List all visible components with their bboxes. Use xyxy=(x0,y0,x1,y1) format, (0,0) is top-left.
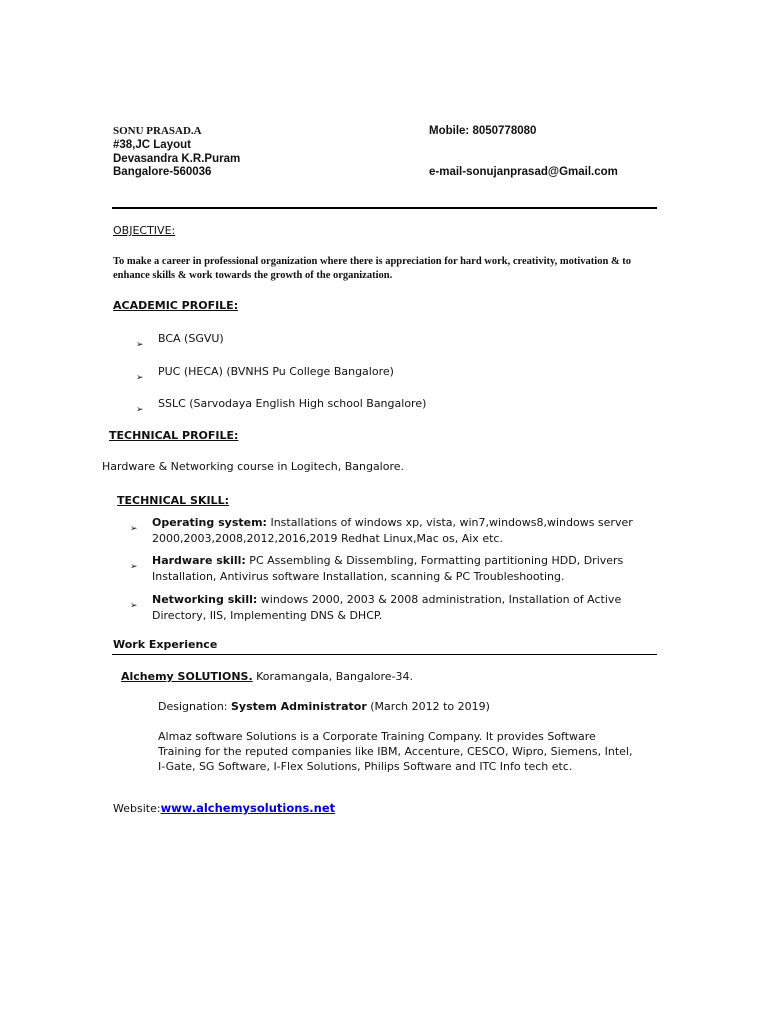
skill-label: Operating system: xyxy=(152,516,267,529)
skill-hardware xyxy=(152,553,662,585)
list-item xyxy=(136,365,144,384)
work-experience-divider xyxy=(112,654,657,655)
website-link[interactable]: www.alchemysolutions.net xyxy=(160,801,336,815)
website-label: Website: xyxy=(113,802,161,815)
designation-period: (March 2012 to 2019) xyxy=(366,700,490,713)
arrow-bullet-icon: ➢ xyxy=(136,340,144,350)
arrow-bullet-icon: ➢ xyxy=(136,405,144,415)
company-location: Koramangala, Bangalore-34. xyxy=(252,670,414,683)
company-name: Alchemy SOLUTIONS. xyxy=(121,670,253,683)
arrow-bullet-icon: ➢ xyxy=(136,373,144,383)
address-line-1: #38,JC Layout xyxy=(113,139,191,151)
arrow-bullet-icon: ➢ xyxy=(130,524,138,534)
company-line xyxy=(121,670,413,683)
skill-text: PC Assembling & Dissembling, Formatting partitioning HDD, Drivers Installation, Antivirus software Installation, scanning & PC Troubleshooting. xyxy=(152,554,624,583)
technical-profile-text: Hardware & Networking course in Logitech, Bangalore. xyxy=(102,460,405,473)
skill-text: Installations of windows xp, vista, win7,windows8,windows server 2000,2003,2008,2012,2016,2019 Redhat Linux,Mac os, Aix etc. xyxy=(152,516,633,545)
header-divider xyxy=(112,207,657,209)
academic-profile-heading: ACADEMIC PROFILE: xyxy=(113,299,239,312)
designation-label: Designation: xyxy=(158,700,231,713)
technical-profile-heading: TECHNICAL PROFILE: xyxy=(109,429,239,442)
skill-text: windows 2000, 2003 & 2008 administration, Installation of Active Directory, IIS, Implementing DNS & DHCP. xyxy=(152,593,622,622)
candidate-name: SONU PRASAD.A xyxy=(113,125,202,137)
arrow-bullet-icon: ➢ xyxy=(130,601,138,611)
list-item xyxy=(136,397,144,416)
list-item xyxy=(130,593,138,612)
skill-networking xyxy=(152,592,662,624)
list-item xyxy=(136,332,144,351)
list-item xyxy=(130,516,138,535)
skill-operating-system xyxy=(152,515,662,547)
designation-line xyxy=(158,700,490,713)
work-experience-heading: Work Experience xyxy=(113,638,218,651)
arrow-bullet-icon: ➢ xyxy=(130,562,138,572)
academic-item-puc: PUC (HECA) (BVNHS Pu College Bangalore) xyxy=(158,365,394,378)
email-address: e-mail-sonujanprasad@Gmail.com xyxy=(429,166,618,178)
website-line xyxy=(113,801,335,815)
objective-heading: OBJECTIVE: xyxy=(113,224,176,237)
objective-text: To make a career in professional organization where there is appreciation for hard work, creativity, motivation & to enhance skills & work towards the growth of the organization. xyxy=(113,256,632,281)
academic-item-bca: BCA (SGVU) xyxy=(158,332,224,345)
list-item xyxy=(130,554,138,573)
address-line-2: Devasandra K.R.Puram xyxy=(113,153,241,165)
company-description: Almaz software Solutions is a Corporate Training Company. It provides Software Training for the reputed companies like IBM, Accenture, CESCO, Wipro, Siemens, Intel, I-Gate, SG Software, I-Flex Solutions, Philips Software and ITC Info tech etc. xyxy=(158,730,633,773)
skill-label: Networking skill: xyxy=(152,593,258,606)
technical-skill-heading: TECHNICAL SKILL: xyxy=(117,494,229,507)
address-line-3: Bangalore-560036 xyxy=(113,166,212,178)
academic-item-sslc: SSLC (Sarvodaya English High school Bangalore) xyxy=(158,397,427,410)
designation-title: System Administrator xyxy=(231,700,367,713)
mobile-number: Mobile: 8050778080 xyxy=(429,125,537,137)
skill-label: Hardware skill: xyxy=(152,554,246,567)
